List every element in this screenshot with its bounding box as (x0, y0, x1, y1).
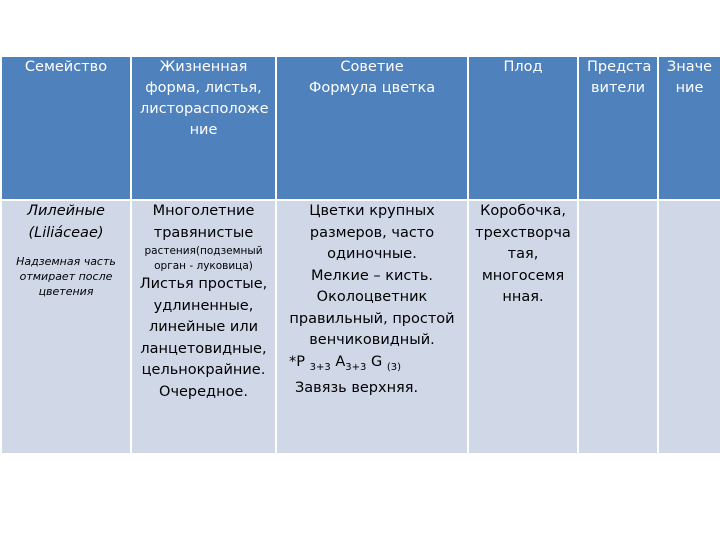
header-family: Семейство (1, 56, 131, 200)
formula-g: G (370, 353, 383, 370)
family-name-line2: (Liliáceae) (28, 224, 104, 241)
life-form-small1: растения(подземный (144, 245, 263, 257)
life-form-line1: Многолетние (152, 203, 255, 219)
leaves-line4: ланцетовидные, (140, 340, 267, 357)
header-significance-text: Значе ние (666, 59, 713, 96)
leaves-line3: линейные или (148, 319, 259, 335)
cell-representatives (578, 200, 658, 454)
flower-line3: одиночные. (327, 246, 417, 262)
fruit-line3: тая, (507, 246, 539, 262)
flower-line4: Мелкие – кисть. (310, 267, 434, 284)
fruit-line4: многосемя (481, 267, 565, 284)
cell-flower-formula (276, 200, 468, 454)
leaves-line2: удлиненные, (153, 297, 254, 314)
cell-family (1, 200, 131, 454)
formula-g-sub: (3) (386, 361, 401, 373)
flower-line5: Околоцветник (316, 289, 428, 305)
ovary-line: Завязь верхняя. (295, 380, 419, 396)
flower-formula (277, 352, 467, 379)
fruit-line5: нная. (502, 289, 544, 305)
flower-line1: Цветки крупных (309, 203, 435, 219)
family-note-line3: цветения (38, 285, 94, 298)
leaves-line1: Листья простые, (139, 276, 268, 292)
header-life-form (131, 56, 276, 200)
flower-line7: венчиковидный. (309, 332, 435, 348)
family-note-line1: Надземная часть (16, 255, 116, 268)
life-form-small2: орган - луковица) (154, 260, 253, 272)
header-inflorescence-formula (276, 56, 468, 200)
header-fruit: Плод (468, 56, 578, 200)
flower-line6: правильный, простой (289, 310, 455, 327)
formula-a-sub: 3+3 (345, 361, 367, 373)
leaves-line6: Очередное. (159, 383, 248, 400)
fruit-line2: трехстворча (475, 224, 571, 241)
formula-p-sub: 3+3 (309, 361, 331, 373)
life-form-line2: травянистые (153, 224, 254, 241)
formula-a: A (335, 353, 346, 370)
cell-fruit (468, 200, 578, 454)
header-row (1, 56, 720, 200)
fruit-line1: Коробочка, (480, 203, 566, 219)
family-name-line1: Лилейные (27, 203, 105, 219)
header-representatives-text: Предста вители (587, 59, 652, 96)
header-inflorescence-formula-text: Советие Формула цветка (308, 59, 436, 96)
cell-life-form (131, 200, 276, 454)
table-row (1, 200, 720, 454)
header-life-form-text: Жизненная форма, листья, листорасположе ние (140, 59, 269, 138)
families-table (0, 55, 720, 455)
leaves-line5: цельнокрайние. (141, 362, 266, 378)
family-note-line2: отмирает после (19, 270, 113, 283)
header-representatives (578, 56, 658, 200)
header-significance (658, 56, 720, 200)
formula-p: *P (289, 353, 305, 370)
flower-line2: размеров, часто (309, 224, 435, 241)
cell-significance (658, 200, 720, 454)
